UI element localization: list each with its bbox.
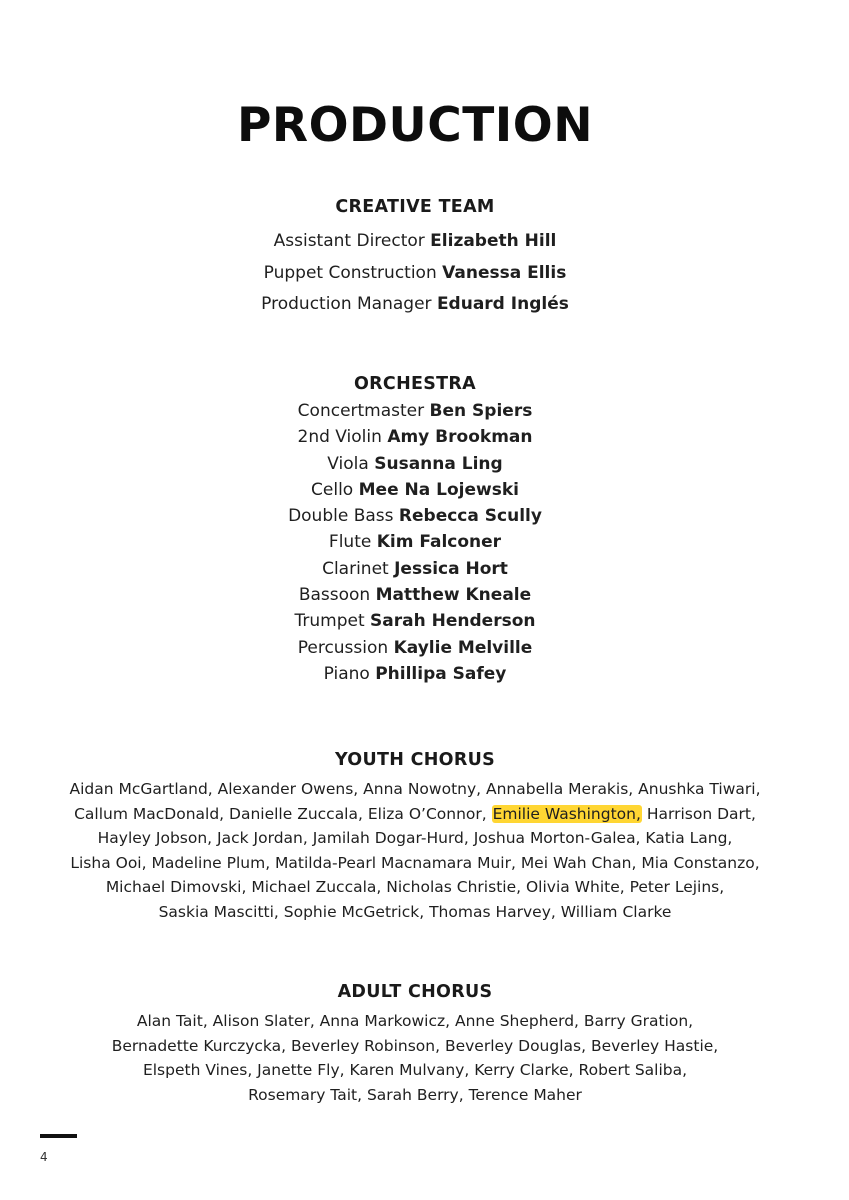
credit-name: Rebecca Scully — [398, 506, 542, 527]
credit-line — [0, 258, 830, 290]
credit-line — [0, 529, 830, 555]
adult-chorus-section — [0, 982, 830, 1107]
page-title: PRODUCTION — [236, 98, 594, 153]
credit-name: Kaylie Melville — [393, 637, 533, 658]
youth-chorus-heading: YOUTH CHORUS — [334, 750, 496, 770]
credit-line — [0, 424, 830, 450]
credit-line — [0, 289, 830, 321]
credit-role: Assistant Director — [273, 231, 425, 251]
names-line: Aidan McGartland, Alexander Owens, Anna Nowotny, Annabella Merakis, Anushka Tiwari, — [69, 780, 761, 798]
names-line: Alan Tait, Alison Slater, Anna Markowicz, Anne Shepherd, Barry Gration, — [136, 1012, 694, 1030]
credit-name: Matthew Kneale — [375, 585, 532, 606]
names-line: Michael Dimovski, Michael Zuccala, Nicholas Christie, Olivia White, Peter Lejins, — [105, 878, 725, 897]
credit-role: Viola — [327, 453, 369, 474]
credit-name: Mee Na Lojewski — [358, 479, 519, 500]
credit-line — [0, 477, 830, 503]
credit-line — [0, 556, 830, 582]
credit-line — [0, 608, 830, 634]
names-line: Bernadette Kurczycka, Beverley Robinson, Beverley Douglas, Beverley Hastie, — [111, 1036, 719, 1055]
youth-chorus-section — [0, 750, 830, 925]
credit-role: Puppet Construction — [263, 262, 437, 283]
credit-name: Eduard Inglés — [436, 294, 569, 314]
names-line: Rosemary Tait, Sarah Berry, Terence Maher — [248, 1085, 582, 1104]
adult-chorus-heading: ADULT CHORUS — [337, 982, 493, 1002]
credit-line — [0, 635, 830, 661]
credit-role: 2nd Violin — [297, 427, 382, 448]
names-line — [0, 802, 830, 827]
credit-name: Jessica Hort — [394, 558, 508, 579]
names-line: Hayley Jobson, Jack Jordan, Jamilah Dogar-Hurd, Joshua Morton-Galea, Katia Lang, — [97, 829, 733, 848]
credit-name: Kim Falconer — [376, 532, 502, 553]
orchestra-section — [0, 374, 830, 687]
credit-name: Phillipa Safey — [375, 663, 507, 684]
names-segment: Callum MacDonald, Danielle Zuccala, Eliza O’Connor, — [74, 804, 492, 823]
credit-line — [0, 503, 830, 529]
adult-chorus-names — [0, 1009, 830, 1107]
credit-line — [0, 582, 830, 608]
credit-role: Piano — [323, 663, 370, 684]
credit-role: Trumpet — [294, 611, 365, 632]
creative-team-heading: CREATIVE TEAM — [335, 197, 495, 217]
names-line: Saskia Mascitti, Sophie McGetrick, Thomas Harvey, William Clarke — [158, 902, 672, 921]
highlighted-name: Emilie Washington, — [492, 804, 641, 823]
credit-name: Ben Spiers — [429, 401, 533, 421]
credit-role: Percussion — [297, 637, 389, 658]
footer-divider — [40, 1134, 77, 1138]
credit-line — [0, 398, 830, 424]
credit-name: Vanessa Ellis — [442, 262, 567, 283]
credit-role: Concertmaster — [297, 401, 425, 421]
credit-name: Elizabeth Hill — [430, 231, 557, 251]
credit-name: Amy Brookman — [387, 427, 533, 448]
credit-line — [0, 451, 830, 477]
credit-role: Bassoon — [298, 585, 371, 606]
credit-role: Cello — [311, 479, 354, 500]
credit-role: Clarinet — [322, 558, 389, 579]
names-segment: Harrison Dart, — [641, 804, 756, 823]
names-line: Lisha Ooi, Madeline Plum, Matilda-Pearl Macnamara Muir, Mei Wah Chan, Mia Constanzo, — [70, 853, 760, 872]
credit-role: Production Manager — [261, 294, 432, 314]
youth-chorus-names — [0, 777, 830, 925]
names-line: Elspeth Vines, Janette Fly, Karen Mulvany, Kerry Clarke, Robert Saliba, — [142, 1061, 688, 1080]
orchestra-heading: ORCHESTRA — [353, 374, 477, 394]
credit-role: Flute — [328, 532, 372, 553]
credit-line — [0, 226, 830, 258]
credit-line — [0, 661, 830, 687]
creative-team-section — [0, 197, 830, 321]
credit-name: Sarah Henderson — [370, 611, 536, 632]
credit-role: Double Bass — [288, 506, 394, 527]
page-number: 4 — [40, 1150, 48, 1164]
credit-name: Susanna Ling — [374, 453, 503, 474]
